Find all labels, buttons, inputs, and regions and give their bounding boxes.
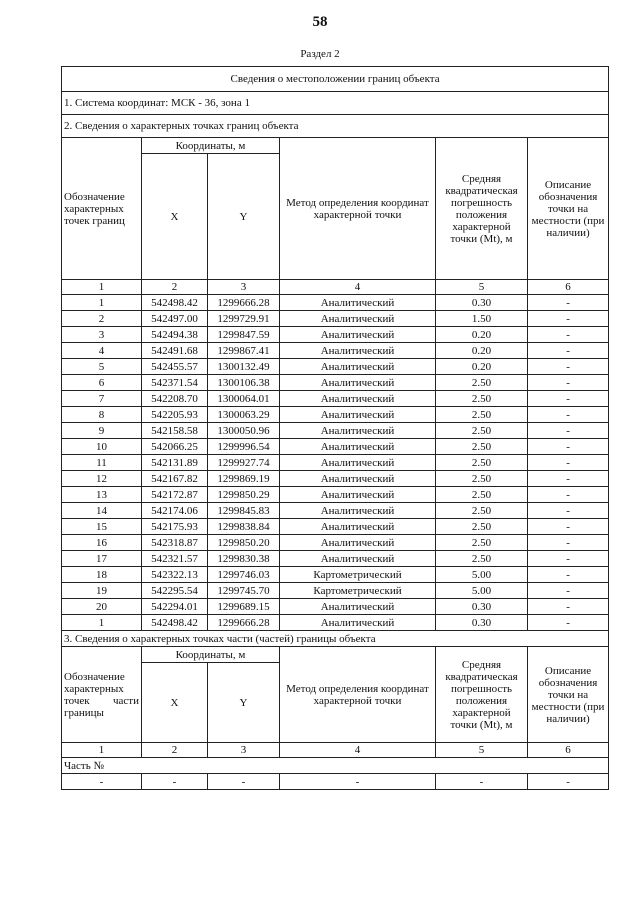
table-cell: - <box>528 774 609 790</box>
table-cell: Картометрический <box>280 583 436 599</box>
table-cell: 1299838.84 <box>208 519 280 535</box>
table-row <box>62 343 609 359</box>
table-cell: 542158.58 <box>142 423 208 439</box>
table-cell: Аналитический <box>280 343 436 359</box>
table-cell: - <box>528 359 609 375</box>
table-cell: - <box>528 615 609 631</box>
table-cell: 2.50 <box>436 439 528 455</box>
table-row <box>62 535 609 551</box>
table-cell: 19 <box>62 583 142 599</box>
table-cell: 1299666.28 <box>208 295 280 311</box>
header-designation: Обозначение характерных точек границ <box>62 138 142 280</box>
table-cell: - <box>528 295 609 311</box>
table-cell: 542498.42 <box>142 615 208 631</box>
table-cell: 2.50 <box>436 503 528 519</box>
table-cell: 2.50 <box>436 487 528 503</box>
table-cell: 1299927.74 <box>208 455 280 471</box>
table-cell: 4 <box>62 343 142 359</box>
table-cell: 1300132.49 <box>208 359 280 375</box>
table-cell: 542455.57 <box>142 359 208 375</box>
table-cell: 542066.25 <box>142 439 208 455</box>
table-cell: 1299850.29 <box>208 487 280 503</box>
table-cell: 1299666.28 <box>208 615 280 631</box>
table-cell: 3 <box>62 327 142 343</box>
table-row <box>62 615 609 631</box>
table-cell: - <box>208 774 280 790</box>
header-accuracy-part: Средняя квадратическая погрешность положения характерной точки (Mt), м <box>436 647 528 743</box>
header-accuracy: Средняя квадратическая погрешность положения характерной точки (Mt), м <box>436 138 528 280</box>
header-x-part: X <box>142 663 208 743</box>
table-cell: 542167.82 <box>142 471 208 487</box>
table-cell: 2.50 <box>436 455 528 471</box>
table-cell: Аналитический <box>280 615 436 631</box>
table-cell: - <box>528 535 609 551</box>
table-cell: - <box>280 774 436 790</box>
table-cell: 1 <box>62 295 142 311</box>
table-row <box>62 599 609 615</box>
column-number: 4 <box>280 280 436 295</box>
table-cell: 16 <box>62 535 142 551</box>
table-cell: 18 <box>62 567 142 583</box>
table-cell: 2.50 <box>436 471 528 487</box>
table-cell: - <box>528 439 609 455</box>
table-cell: Аналитический <box>280 407 436 423</box>
table-cell: 542175.93 <box>142 519 208 535</box>
table-cell: - <box>62 774 142 790</box>
table-cell: 542318.87 <box>142 535 208 551</box>
table-cell: - <box>528 391 609 407</box>
table-cell: 2.50 <box>436 375 528 391</box>
table-row <box>62 774 609 790</box>
table-cell: Аналитический <box>280 359 436 375</box>
table-cell: 1300050.96 <box>208 423 280 439</box>
table-row <box>62 471 609 487</box>
table-cell: Аналитический <box>280 375 436 391</box>
header-y-part: Y <box>208 663 280 743</box>
coord-system: 1. Система координат: МСК - 36, зона 1 <box>62 92 609 115</box>
table-cell: Аналитический <box>280 423 436 439</box>
table-row <box>62 503 609 519</box>
table-cell: Аналитический <box>280 311 436 327</box>
table-cell: 5.00 <box>436 567 528 583</box>
column-number: 2 <box>142 743 208 758</box>
table-cell: Аналитический <box>280 599 436 615</box>
table-cell: 1299746.03 <box>208 567 280 583</box>
table-cell: - <box>528 375 609 391</box>
table-cell: 0.20 <box>436 327 528 343</box>
table-cell: 20 <box>62 599 142 615</box>
table-cell: 542497.00 <box>142 311 208 327</box>
table-cell: 1 <box>62 615 142 631</box>
table-cell: 7 <box>62 391 142 407</box>
table-cell: - <box>436 774 528 790</box>
table-cell: 0.20 <box>436 359 528 375</box>
table-cell: 1300106.38 <box>208 375 280 391</box>
table-row <box>62 327 609 343</box>
table-cell: 2.50 <box>436 551 528 567</box>
table-row <box>62 311 609 327</box>
table-cell: Аналитический <box>280 295 436 311</box>
page-number: 58 <box>312 14 328 30</box>
table-cell: - <box>528 471 609 487</box>
table-cell: 0.30 <box>436 599 528 615</box>
table-cell: 9 <box>62 423 142 439</box>
table-cell: - <box>528 567 609 583</box>
column-number: 4 <box>280 743 436 758</box>
table-row <box>62 439 609 455</box>
header-coordinates: Координаты, м <box>142 138 280 154</box>
table-cell: 542491.68 <box>142 343 208 359</box>
table-cell: 13 <box>62 487 142 503</box>
table-cell: 542494.38 <box>142 327 208 343</box>
table-row <box>62 487 609 503</box>
table-row <box>62 423 609 439</box>
table-cell: - <box>528 583 609 599</box>
table-cell: 5 <box>62 359 142 375</box>
table-row <box>62 455 609 471</box>
table-cell: - <box>528 455 609 471</box>
table-cell: 1299830.38 <box>208 551 280 567</box>
table-cell: 0.30 <box>436 615 528 631</box>
table-cell: - <box>528 343 609 359</box>
column-number: 3 <box>208 280 280 295</box>
table-cell: 17 <box>62 551 142 567</box>
boundary-table <box>61 66 609 790</box>
table-cell: 5.00 <box>436 583 528 599</box>
table-cell: Аналитический <box>280 455 436 471</box>
table-cell: 1299745.70 <box>208 583 280 599</box>
table-row <box>62 551 609 567</box>
table-row <box>62 359 609 375</box>
header-method: Метод определения координат характерной точки <box>280 138 436 280</box>
table-cell: Аналитический <box>280 391 436 407</box>
header-description-part: Описание обозначения точки на местности (при наличии) <box>528 647 609 743</box>
header-coordinates-part: Координаты, м <box>142 647 280 663</box>
table-cell: - <box>528 327 609 343</box>
table-cell: 0.20 <box>436 343 528 359</box>
table-row <box>62 295 609 311</box>
table-cell: 1299869.19 <box>208 471 280 487</box>
table-cell: 1299996.54 <box>208 439 280 455</box>
table-cell: 2.50 <box>436 423 528 439</box>
table-cell: 6 <box>62 375 142 391</box>
table-cell: 2 <box>62 311 142 327</box>
header-x: X <box>142 154 208 280</box>
table-cell: 1.50 <box>436 311 528 327</box>
column-number: 6 <box>528 743 609 758</box>
table-cell: 1299850.20 <box>208 535 280 551</box>
header-designation-part: Обозначение характерных точек части границы <box>62 647 142 743</box>
table-cell: 542174.06 <box>142 503 208 519</box>
table-cell: - <box>142 774 208 790</box>
table-cell: - <box>528 407 609 423</box>
section3-title: 3. Сведения о характерных точках части (частей) границы объекта <box>62 631 609 647</box>
column-number-row <box>62 743 609 758</box>
table-cell: Аналитический <box>280 503 436 519</box>
table-cell: - <box>528 487 609 503</box>
table-row <box>62 567 609 583</box>
table-cell: 542172.87 <box>142 487 208 503</box>
column-number: 2 <box>142 280 208 295</box>
table-cell: 542294.01 <box>142 599 208 615</box>
table-title: Сведения о местоположении границ объекта <box>62 67 609 92</box>
table-cell: Аналитический <box>280 535 436 551</box>
table-row <box>62 583 609 599</box>
table-row <box>62 407 609 423</box>
table-row <box>62 391 609 407</box>
header-y: Y <box>208 154 280 280</box>
column-number: 1 <box>62 743 142 758</box>
table-cell: 2.50 <box>436 391 528 407</box>
table-cell: 2.50 <box>436 519 528 535</box>
column-number-row <box>62 280 609 295</box>
column-number: 3 <box>208 743 280 758</box>
table-cell: 542205.93 <box>142 407 208 423</box>
part-label: Часть № <box>62 758 609 774</box>
table-cell: Аналитический <box>280 439 436 455</box>
table-cell: 14 <box>62 503 142 519</box>
table-cell: 10 <box>62 439 142 455</box>
table-cell: 1300063.29 <box>208 407 280 423</box>
table-cell: - <box>528 423 609 439</box>
table-cell: Аналитический <box>280 327 436 343</box>
table-cell: - <box>528 519 609 535</box>
table-cell: Аналитический <box>280 471 436 487</box>
table-cell: 542498.42 <box>142 295 208 311</box>
table-cell: 1299847.59 <box>208 327 280 343</box>
column-number: 5 <box>436 743 528 758</box>
table-cell: 2.50 <box>436 407 528 423</box>
table-cell: 1299845.83 <box>208 503 280 519</box>
table-cell: Картометрический <box>280 567 436 583</box>
table-cell: 11 <box>62 455 142 471</box>
table-cell: 542322.13 <box>142 567 208 583</box>
section2-title: 2. Сведения о характерных точках границ объекта <box>62 115 609 138</box>
column-number: 5 <box>436 280 528 295</box>
header-method-part: Метод определения координат характерной точки <box>280 647 436 743</box>
table-cell: Аналитический <box>280 487 436 503</box>
section-label: Раздел 2 <box>300 48 340 60</box>
column-number: 1 <box>62 280 142 295</box>
table-cell: 1300064.01 <box>208 391 280 407</box>
table-cell: 12 <box>62 471 142 487</box>
table-row <box>62 519 609 535</box>
column-number: 6 <box>528 280 609 295</box>
table-cell: - <box>528 503 609 519</box>
table-cell: 1299689.15 <box>208 599 280 615</box>
table-cell: 8 <box>62 407 142 423</box>
table-cell: 2.50 <box>436 535 528 551</box>
table-cell: 1299867.41 <box>208 343 280 359</box>
table-cell: - <box>528 599 609 615</box>
table-cell: 0.30 <box>436 295 528 311</box>
table-cell: 15 <box>62 519 142 535</box>
table-cell: 1299729.91 <box>208 311 280 327</box>
table-cell: 542131.89 <box>142 455 208 471</box>
header-description: Описание обозначения точки на местности (при наличии) <box>528 138 609 280</box>
table-cell: 542321.57 <box>142 551 208 567</box>
table-row <box>62 375 609 391</box>
table-cell: 542208.70 <box>142 391 208 407</box>
table-cell: 542371.54 <box>142 375 208 391</box>
table-cell: - <box>528 551 609 567</box>
table-cell: - <box>528 311 609 327</box>
table-cell: Аналитический <box>280 519 436 535</box>
table-cell: Аналитический <box>280 551 436 567</box>
table-cell: 542295.54 <box>142 583 208 599</box>
